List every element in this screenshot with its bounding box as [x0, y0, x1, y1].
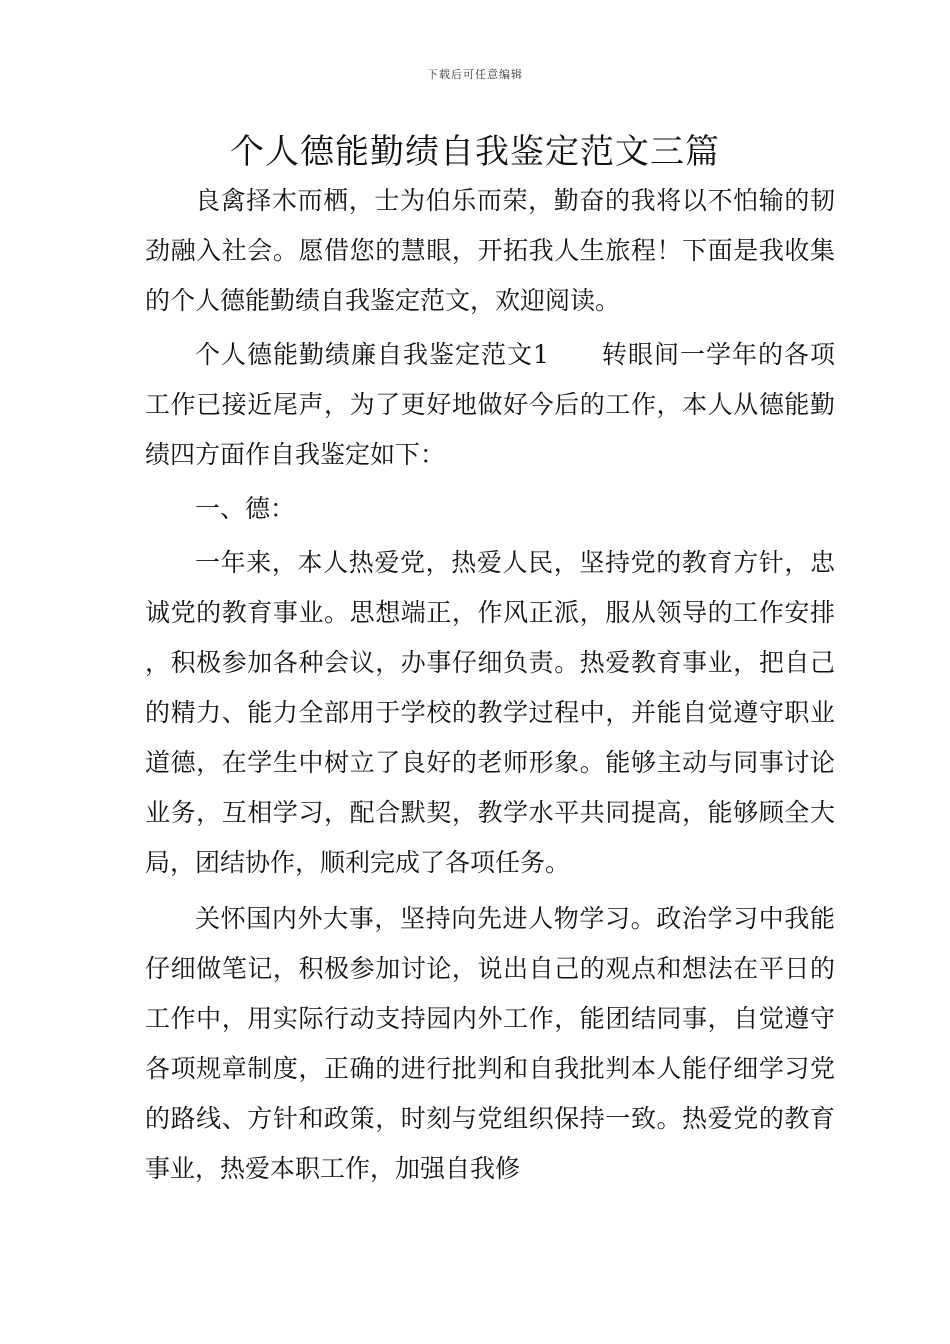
- paragraph-de-body-1: 一年来，本人热爱党，热爱人民，坚持党的教育方针，忠诚党的教育事业。思想端正，作风正派，服从领导的工作安排，积极参加各种会议，办事仔细负责。热爱教育事业，把自己的精力、能力全部用于学校的教学过程中，并能自觉遵守职业道德，在学生中树立了良好的老师形象。能够主动与同事讨论业务，互相学习，配合默契，教学水平共同提高，能够顾全大局，团结协作，顺利完成了各项任务。: [145, 548, 835, 877]
- paragraph-de-body-2: 关怀国内外大事，坚持向先进人物学习。政治学习中我能仔细做笔记，积极参加讨论，说出自己的观点和想法在平日的工作中，用实际行动支持园内外工作，能团结同事，自觉遵守各项规章制度，正确的进行批判和自我批判本人能仔细学习党的路线、方针和政策，时刻与党组织保持一致。热爱党的教育事业，热爱本职工作，加强自我修: [145, 904, 835, 1183]
- paragraph-intro: 良禽择木而栖，士为伯乐而荣，勤奋的我将以不怕输的韧劲融入社会。愿借您的慧眼，开拓我人生旅程！下面是我收集的个人德能勤绩自我鉴定范文，欢迎阅读。: [145, 186, 835, 315]
- document-body: [145, 176, 835, 1194]
- header-note: 下载后可任意编辑: [427, 68, 523, 81]
- paragraph-section-intro: 个人德能勤绩廉自我鉴定范文1 转眼间一学年的各项工作已接近尾声，为了更好地做好今后的工作，本人从德能勤绩四方面作自我鉴定如下：: [145, 340, 835, 469]
- paragraph-heading-de: 一、德：: [195, 494, 296, 523]
- document-title: 个人德能勤绩自我鉴定范文三篇: [230, 132, 720, 172]
